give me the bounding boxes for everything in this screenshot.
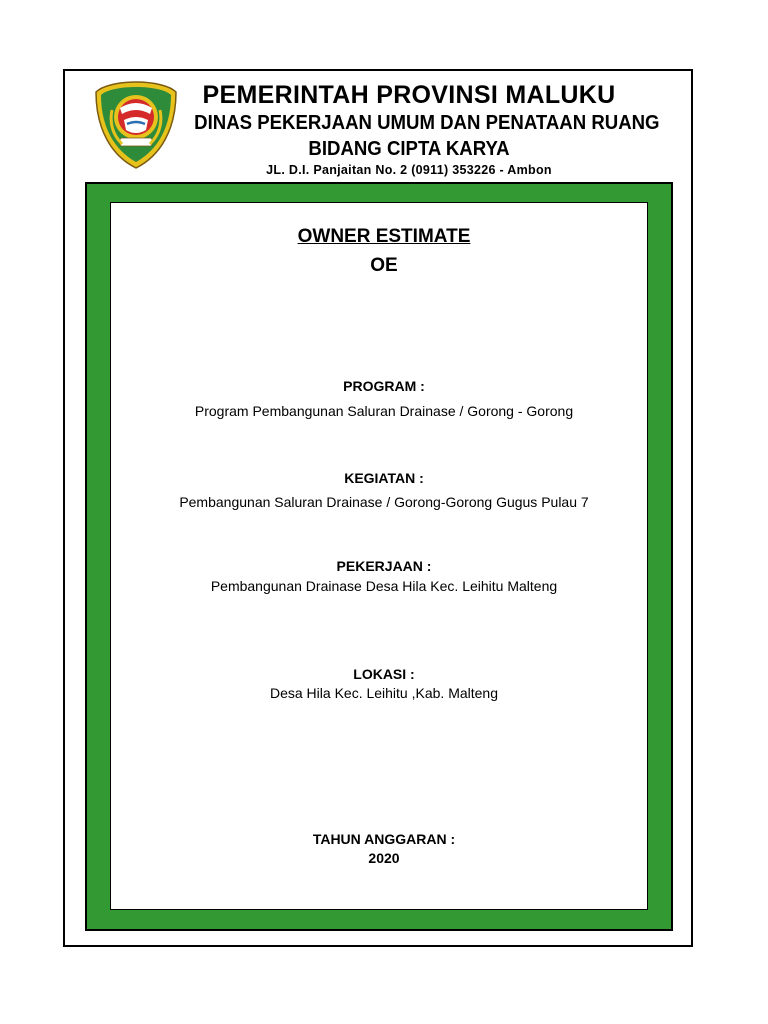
content-panel <box>110 202 648 910</box>
government-name: PEMERINTAH PROVINSI MALUKU <box>202 81 616 109</box>
agency-name: DINAS PEKERJAAN UMUM DAN PENATAAN RUANG <box>194 112 660 134</box>
province-emblem-icon <box>94 80 178 170</box>
letterhead <box>178 80 660 178</box>
program-label: PROGRAM : <box>343 378 425 394</box>
agency-address: JL. D.I. Panjaitan No. 2 (0911) 353226 - Ambon <box>266 163 552 177</box>
document-title: OWNER ESTIMATE <box>297 226 471 247</box>
pekerjaan-label: PEKERJAAN : <box>336 558 432 574</box>
tahun-anggaran-value: 2020 <box>368 850 400 866</box>
tahun-anggaran-label: TAHUN ANGGARAN : <box>312 831 456 847</box>
lokasi-label: LOKASI : <box>353 666 415 682</box>
program-value: Program Pembangunan Saluran Drainase / Gorong - Gorong <box>194 403 574 419</box>
division-name: BIDANG CIPTA KARYA <box>308 138 510 160</box>
kegiatan-value: Pembangunan Saluran Drainase / Gorong-Gorong Gugus Pulau 7 <box>179 494 589 510</box>
lokasi-value: Desa Hila Kec. Leihitu ,Kab. Malteng <box>269 685 498 701</box>
pekerjaan-value: Pembangunan Drainase Desa Hila Kec. Leihitu Malteng <box>210 578 558 594</box>
document-subtitle: OE <box>370 255 398 276</box>
kegiatan-label: KEGIATAN : <box>344 470 424 486</box>
